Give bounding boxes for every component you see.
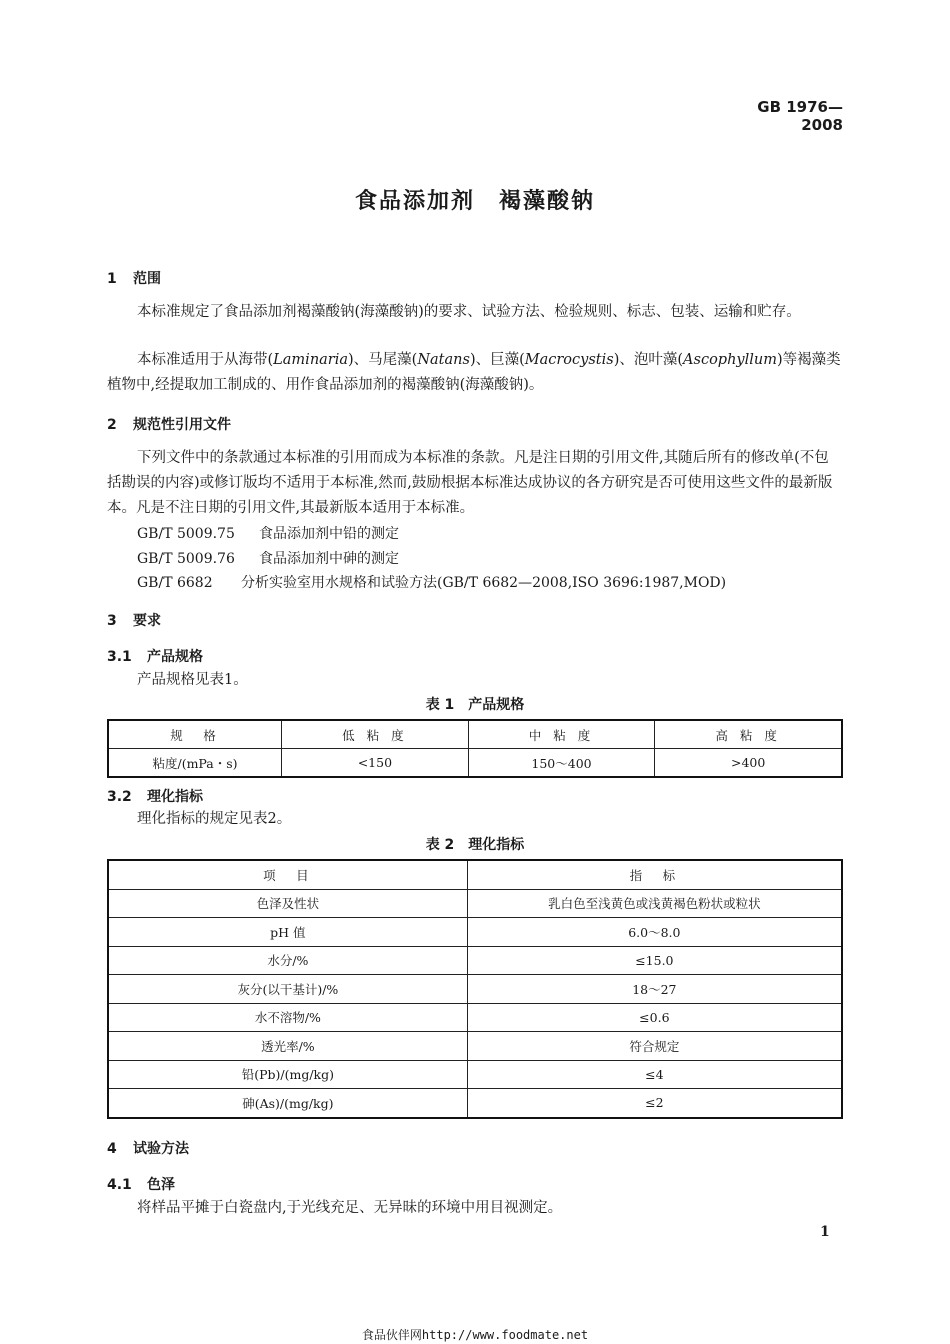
section-4-heading [107, 1138, 189, 1158]
table-cell: ≤15.0 [467, 946, 842, 975]
table-row [108, 1032, 842, 1061]
table-cell: 铅(Pb)/(mg/kg) [108, 1060, 467, 1089]
subsection-title: 产品规格 [147, 649, 203, 665]
reference-item [137, 548, 399, 568]
subsection-number: 3.1 [107, 649, 132, 665]
table-row [108, 749, 842, 778]
subsection-3-2-text: 理化指标的规定见表2。 [137, 811, 292, 827]
table-cell: >400 [655, 749, 842, 778]
subsection-3-2-heading [107, 786, 203, 806]
reference-code: GB/T 6682 [137, 575, 213, 591]
document-title: 食品添加剂 褐藻酸钠 [354, 189, 595, 214]
table-cell: ≤0.6 [467, 1003, 842, 1032]
table-cell: 色泽及性状 [108, 889, 467, 918]
subsection-number: 3.2 [107, 789, 132, 805]
table-row [108, 889, 842, 918]
table-1 [107, 719, 843, 778]
table-header-cell: 项 目 [108, 860, 467, 889]
subsection-title: 理化指标 [147, 789, 203, 805]
section-1-paragraph-1: 本标准规定了食品添加剂褐藻酸钠(海藻酸钠)的要求、试验方法、检验规则、标志、包装、运输和贮存。 [137, 304, 801, 320]
table-cell: 粘度/(mPa・s) [108, 749, 282, 778]
table-cell: 150～400 [468, 749, 655, 778]
table-row [108, 918, 842, 947]
section-1-paragraph-2 [107, 348, 843, 398]
table-cell: ≤4 [467, 1060, 842, 1089]
footer-watermark: 食品伙伴网http://www.foodmate.net [361, 1328, 589, 1342]
subsection-4-1-text: 将样品平摊于白瓷盘内,于光线充足、无异昧的环境中用目视测定。 [137, 1200, 563, 1216]
table-row [108, 946, 842, 975]
table-header-cell: 中 粘 度 [468, 720, 655, 749]
section-title: 试验方法 [133, 1141, 189, 1157]
text-run: )等褐藻类植物中,经提取加工制成的、用作食品添加剂的褐藻酸钠(海藻酸钠)。 [107, 352, 841, 393]
text-run: )、马尾藻( [348, 352, 418, 368]
subsection-title: 色泽 [147, 1177, 175, 1193]
table-cell: 乳白色至浅黄色或浅黄褐色粉状或粒状 [467, 889, 842, 918]
latin-name: Laminaria [273, 352, 349, 368]
reference-title: 食品添加剂中铅的测定 [259, 526, 399, 542]
standard-number: GB 1976—2008 [757, 98, 843, 134]
table-row [108, 975, 842, 1004]
table-row [108, 1089, 842, 1118]
section-number: 3 [107, 613, 117, 629]
section-title: 规范性引用文件 [133, 417, 231, 433]
reference-code: GB/T 5009.76 [137, 551, 235, 567]
table-cell: 灰分(以干基计)/% [108, 975, 467, 1004]
table-cell: 砷(As)/(mg/kg) [108, 1089, 467, 1118]
section-3-heading [107, 610, 161, 630]
table-2-caption: 表 2 理化指标 [425, 837, 525, 853]
section-title: 范围 [133, 271, 161, 287]
table-cell: ≤2 [467, 1089, 842, 1118]
table-header-cell: 指 标 [467, 860, 842, 889]
reference-item [137, 572, 726, 592]
latin-name: Macrocystis [524, 352, 614, 368]
table-row [108, 1060, 842, 1089]
subsection-4-1-heading [107, 1174, 175, 1194]
table-cell: <150 [282, 749, 469, 778]
section-1-heading [107, 268, 161, 288]
table-header-cell: 规 格 [108, 720, 282, 749]
latin-name: Natans [417, 352, 470, 368]
table-cell: 水不溶物/% [108, 1003, 467, 1032]
section-2-heading [107, 414, 231, 434]
table-header-cell: 高 粘 度 [655, 720, 842, 749]
section-2-paragraph: 下列文件中的条款通过本标准的引用而成为本标准的条款。凡是注日期的引用文件,其随后所有的修改单(不包括勘误的内容)或修订版均不适用于本标准,然而,鼓励根据本标准达成协议的各方研究是否可使用这些文件的最新版本。凡是不注日期的引用文件,其最新版本适用于本标准。 [107, 450, 833, 516]
text-run: )、泡叶藻( [613, 352, 684, 368]
subsection-3-1-heading [107, 646, 203, 666]
section-title: 要求 [133, 613, 161, 629]
text-run: 本标准适用于从海带( [137, 352, 274, 368]
latin-name: Ascophyllum [683, 352, 777, 368]
table-cell: 符合规定 [467, 1032, 842, 1061]
table-cell: 6.0～8.0 [467, 918, 842, 947]
page-number: 1 [820, 1224, 830, 1240]
table-2 [107, 859, 843, 1119]
reference-code: GB/T 5009.75 [137, 526, 235, 542]
section-number: 2 [107, 417, 117, 433]
subsection-number: 4.1 [107, 1177, 132, 1193]
table-header-row [108, 860, 842, 889]
text-run: )、巨藻( [469, 352, 525, 368]
subsection-3-1-text: 产品规格见表1。 [137, 672, 248, 688]
section-number: 4 [107, 1141, 117, 1157]
table-cell: 18～27 [467, 975, 842, 1004]
table-1-caption: 表 1 产品规格 [425, 697, 525, 713]
reference-title: 分析实验室用水规格和试验方法(GB/T 6682—2008,ISO 3696:1987,MOD) [241, 575, 727, 591]
section-number: 1 [107, 271, 117, 287]
table-cell: 水分/% [108, 946, 467, 975]
reference-item [137, 523, 399, 543]
table-header-row [108, 720, 842, 749]
table-row [108, 1003, 842, 1032]
table-cell: 透光率/% [108, 1032, 467, 1061]
table-cell: pH 值 [108, 918, 467, 947]
table-header-cell: 低 粘 度 [282, 720, 469, 749]
reference-title: 食品添加剂中砷的测定 [259, 551, 399, 567]
